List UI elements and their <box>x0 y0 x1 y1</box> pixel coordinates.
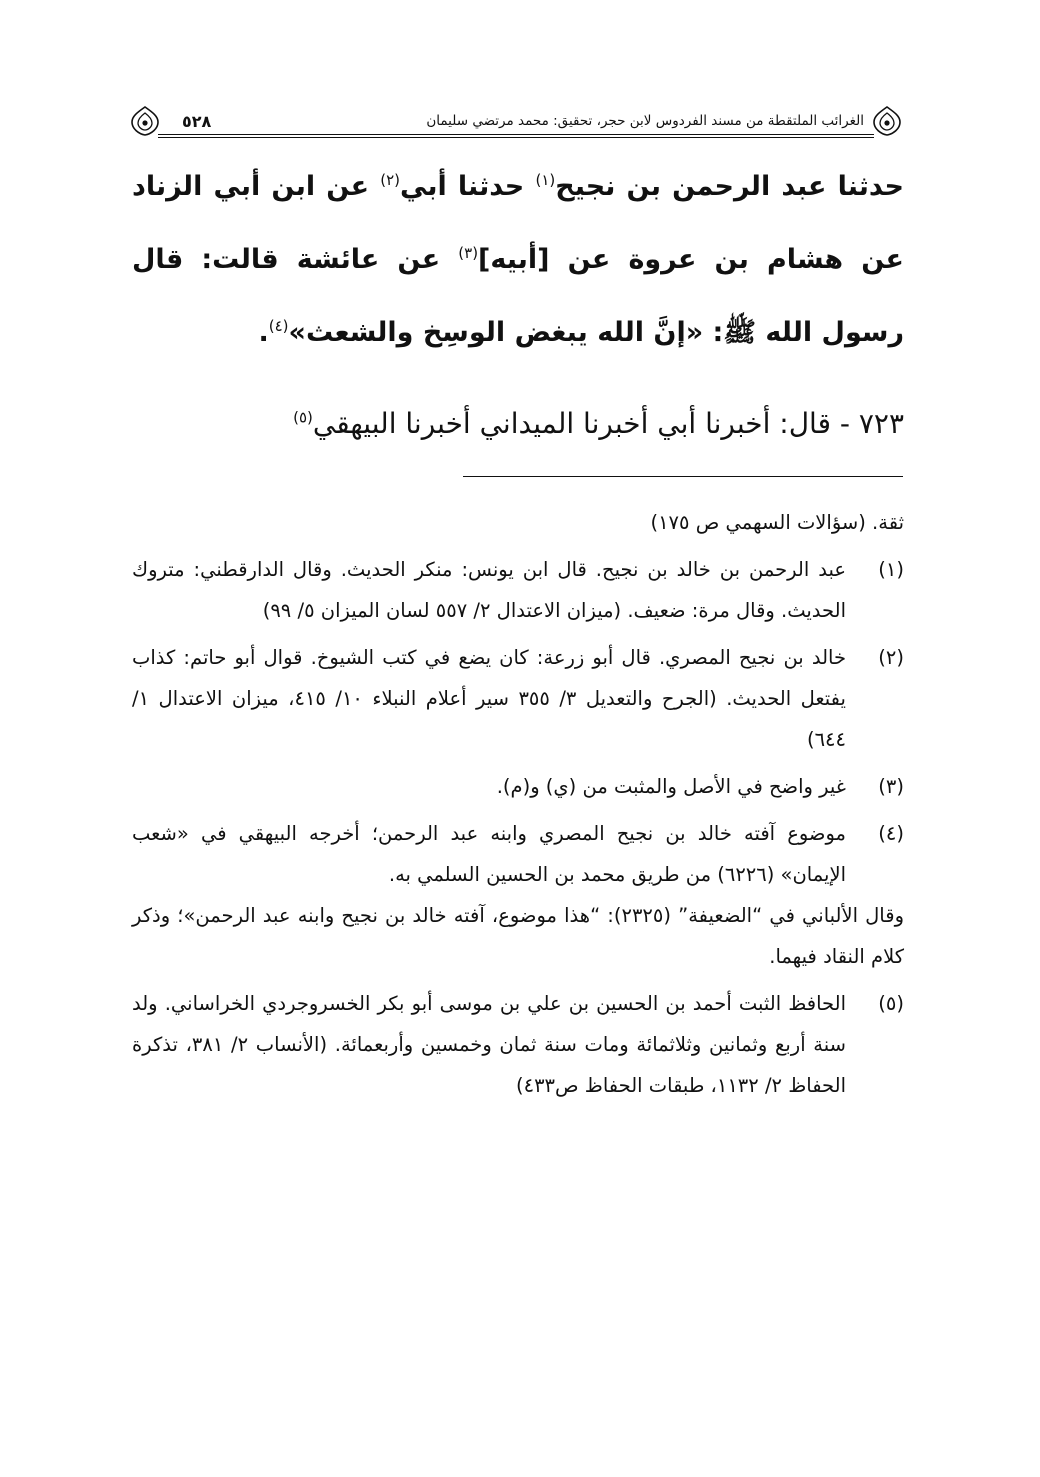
footnote-text: موضوع آفته خالد بن نجيح المصري وابنه عبد الرحمن؛ أخرجه البيهقي في «شعب الإيمان» (٦٢٢٦) من طريق محمد بن الحسين السلمي به. <box>132 822 846 886</box>
footnote-text: خالد بن نجيح المصري. قال أبو زرعة: كان يضع في كتب الشيوخ. قوال أبو حاتم: كذاب يفتعل الحديث. (الجرح والتعديل ٣/ ٣٥٥ سير أعلام النبلاء ١٠/ ٤١٥، ميزان الاعتدال ١/ ٦٤٤) <box>132 646 846 751</box>
page-number: ٥٢٨ <box>182 111 212 131</box>
footnote-item <box>132 637 904 760</box>
footnote-number: (٤) <box>878 822 904 845</box>
footnote-text-continued: وقال الألباني في “الضعيفة” (٢٣٢٥): “هذا موضوع، آفته خالد بن نجيح وابنه عبد الرحمن»؛ وذكر كلام النقاد فيهما. <box>132 904 904 968</box>
footnote-item <box>132 549 904 631</box>
footnote-separator <box>463 476 903 477</box>
footnote-item <box>132 766 904 807</box>
floral-ornament-icon <box>128 104 162 138</box>
running-title: الغرائب الملتقطة من مسند الفردوس لابن حجر، تحقيق: محمد مرتضي سليمان <box>426 113 864 129</box>
footnote-continued: ثقة. (سؤالات السهمي ص ١٧٥) <box>650 511 904 534</box>
footnote-ref[interactable]: (١) <box>535 171 556 189</box>
floral-ornament-icon <box>870 104 904 138</box>
footnote-ref[interactable]: (٥) <box>293 408 313 427</box>
footnote-text: الحافظ الثبت أحمد بن الحسين بن علي بن موسى أبو بكر الخسروجردي الخراساني. ولد سنة أربع وثمانين وثلاثمائة ومات سنة ثمان وخمسين وأربعمائة. (الأنساب ٢/ ٣٨١، تذكرة الحفاظ ٢/ ١١٣٢، طبقات الحفاظ ص٤٣٣) <box>132 992 846 1097</box>
footnote-text: عبد الرحمن بن خالد بن نجيح. قال ابن يونس: منكر الحديث. وقال الدارقطني: متروك الحديث. وقال مرة: ضعيف. (ميزان الاعتدال ٢/ ٥٥٧ لسان الميزان ٥/ ٩٩) <box>132 558 846 622</box>
footnote-item <box>132 813 904 977</box>
footnote-item <box>132 983 904 1106</box>
hadith-body: حدثنا عبد الرحمن بن نجيح$^{(١)}$ حدثنا أبي$^{(٢)}$ عن ابن أبي الزناد عن هشام بن عروة عن [أبيه]$^{(٣)}$ عن عائشة قالت: قال رسول الله ﷺ: «إنَّ الله يبغض الوسِخ والشعث»$^{(٤)}$. <box>132 171 904 348</box>
footnote-number: (٢) <box>878 646 904 669</box>
footnote-number: (٥) <box>878 992 904 1015</box>
footnotes <box>132 502 904 1112</box>
hadith-heading: ٧٢٣ - قال: أخبرنا أبي أخبرنا الميداني أخبرنا البيهقي$^{(٥)}$ <box>293 407 904 440</box>
header-rule-thin <box>158 137 874 138</box>
main-text <box>132 150 904 460</box>
footnote-ref[interactable]: (٢) <box>380 171 401 189</box>
footnote-text: غير واضح في الأصل والمثبت من (ي) و(م). <box>496 775 846 798</box>
footnote-number: (٣) <box>878 775 904 798</box>
page-header <box>128 100 904 140</box>
footnote-ref[interactable]: (٤) <box>268 317 289 335</box>
footnote-ref[interactable]: (٣) <box>458 244 479 262</box>
footnote-number: (١) <box>878 558 904 581</box>
header-rule <box>158 134 874 135</box>
